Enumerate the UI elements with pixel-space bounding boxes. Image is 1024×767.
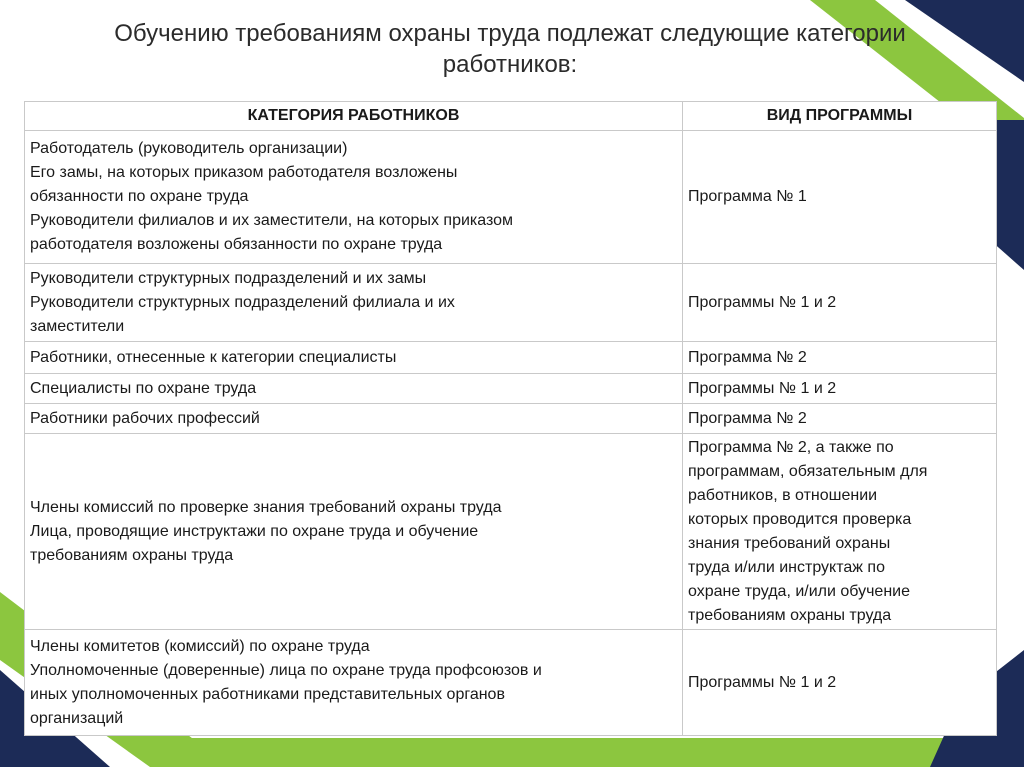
program-line: охране труда, и/или обучение bbox=[688, 582, 910, 600]
program-cell: Программы № 1 и 2 bbox=[683, 264, 997, 342]
category-cell bbox=[25, 342, 683, 374]
table-header-row bbox=[25, 102, 997, 131]
program-cell bbox=[683, 434, 997, 630]
program-line: которых проводится проверка bbox=[688, 510, 912, 528]
program-line: требованиям охраны труда bbox=[688, 606, 892, 624]
category-line: Члены комиссий по проверке знания требований охраны труда bbox=[30, 498, 502, 516]
category-line: иных уполномоченных работниками представительных органов bbox=[30, 685, 505, 703]
program-cell: Программа № 1 bbox=[683, 131, 997, 264]
category-line: заместители bbox=[30, 317, 125, 335]
category-line: Работники, отнесенные к категории специалисты bbox=[30, 348, 397, 366]
categories-table bbox=[24, 101, 997, 736]
category-cell bbox=[25, 404, 683, 434]
category-cell bbox=[25, 434, 683, 630]
table-row bbox=[25, 630, 997, 736]
category-line: Члены комитетов (комиссий) по охране труда bbox=[30, 637, 370, 655]
category-line: требованиям охраны труда bbox=[30, 546, 234, 564]
program-cell: Программа № 2 bbox=[683, 342, 997, 374]
program-line: Программа № 2, а также по bbox=[688, 438, 894, 456]
category-line: Руководители структурных подразделений и их замы bbox=[30, 269, 427, 287]
header-program: ВИД ПРОГРАММЫ bbox=[683, 102, 997, 131]
category-line: Лица, проводящие инструктажи по охране труда и обучение bbox=[30, 522, 479, 540]
table-row bbox=[25, 404, 997, 434]
program-line: программам, обязательным для bbox=[688, 462, 928, 480]
category-line: обязанности по охране труда bbox=[30, 188, 249, 205]
category-line: Уполномоченные (доверенные) лица по охране труда профсоюзов и bbox=[30, 661, 542, 679]
program-cell: Программы № 1 и 2 bbox=[683, 374, 997, 404]
category-line: Работодатель (руководитель организации) bbox=[30, 140, 348, 157]
program-cell: Программа № 2 bbox=[683, 404, 997, 434]
category-line: Его замы, на которых приказом работодателя возложены bbox=[30, 164, 458, 181]
category-line: организаций bbox=[30, 709, 124, 727]
stripe-green-bottom bbox=[180, 738, 1024, 767]
program-line: работников, в отношении bbox=[688, 486, 878, 504]
program-line: труда и/или инструктаж по bbox=[688, 558, 885, 576]
slide-title bbox=[40, 18, 980, 80]
category-line: Специалисты по охране труда bbox=[30, 379, 257, 397]
category-cell bbox=[25, 374, 683, 404]
table-row bbox=[25, 264, 997, 342]
slide-title-line1: Обучению требованиям охраны труда подлежат следующие категории bbox=[114, 20, 906, 47]
category-cell bbox=[25, 131, 683, 264]
table-row bbox=[25, 374, 997, 404]
category-line: работодателя возложены обязанности по охране труда bbox=[30, 236, 443, 253]
program-cell: Программы № 1 и 2 bbox=[683, 630, 997, 736]
category-line: Руководители филиалов и их заместители, на которых приказом bbox=[30, 212, 514, 229]
table-row bbox=[25, 342, 997, 374]
category-cell bbox=[25, 264, 683, 342]
table-row bbox=[25, 434, 997, 630]
categories-table-container bbox=[24, 101, 996, 736]
slide-title-line2: работников: bbox=[442, 51, 578, 78]
category-line: Руководители структурных подразделений филиала и их bbox=[30, 293, 455, 311]
category-cell bbox=[25, 630, 683, 736]
table-row bbox=[25, 131, 997, 264]
program-line: знания требований охраны bbox=[688, 534, 891, 552]
header-category: КАТЕГОРИЯ РАБОТНИКОВ bbox=[25, 102, 683, 131]
category-line: Работники рабочих профессий bbox=[30, 409, 260, 427]
